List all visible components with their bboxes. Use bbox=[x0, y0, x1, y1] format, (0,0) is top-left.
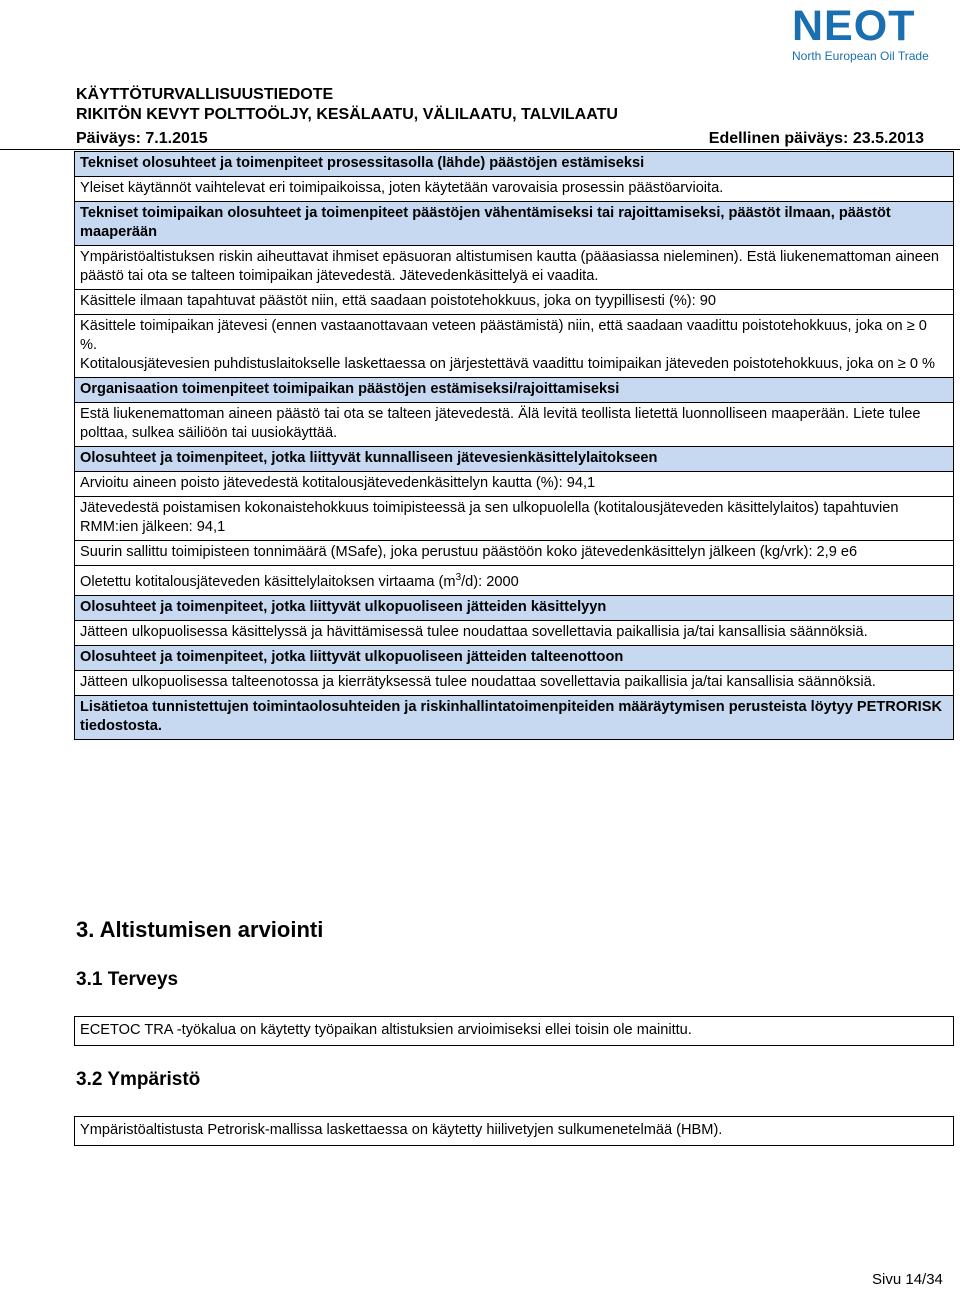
table-header-row: Olosuhteet ja toimenpiteet, jotka liittyvät ulkopuoliseen jätteiden talteenottoon bbox=[75, 645, 953, 670]
table-row: Ympäristöaltistusta Petrorisk-mallissa laskettaessa on käytetty hiilivetyjen sulkumenetelmää (HBM). bbox=[80, 1122, 723, 1138]
issue-date: Päiväys: 7.1.2015 bbox=[76, 130, 208, 147]
logo-subtitle: North European Oil Trade bbox=[792, 49, 929, 63]
flow-text-suffix: /d): 2000 bbox=[461, 573, 519, 590]
table-row: Ympäristöaltistuksen riskin aiheuttavat ihmiset epäsuoran altistumisen kautta (pääasiassa nieleminen). Estä liukenemattoman aineen päästö tai ota se talteen toimipaikan jätevedestä. Jätevedenkäsittelyä ei vaadita. bbox=[75, 245, 953, 289]
header-divider bbox=[0, 149, 960, 150]
table-row: Jätteen ulkopuolisessa käsittelyssä ja hävittämisessä tulee noudattaa sovellettavia paikallisia ja/tai kansallisia säännöksiä. bbox=[75, 620, 953, 645]
environment-table bbox=[74, 1116, 954, 1146]
table-row bbox=[75, 314, 953, 377]
table-row: Jätevedestä poistamisen kokonaistehokkuus toimipisteessä ja sen ulkopuolella (kotitalousjäteveden käsittelylaitos) tapahtuvien RMM:ien jälkeen: 94,1 bbox=[75, 496, 953, 540]
health-table bbox=[74, 1016, 954, 1046]
table-row: Jätteen ulkopuolisessa talteenotossa ja kierrätyksessä tulee noudattaa sovellettavia paikallisia ja/tai kansallisia säännöksiä. bbox=[75, 670, 953, 695]
table-header-row: Olosuhteet ja toimenpiteet, jotka liittyvät kunnalliseen jätevesienkäsittelylaitokseen bbox=[75, 446, 953, 471]
section-3-title: 3. Altistumisen arviointi bbox=[76, 917, 324, 942]
table-row bbox=[75, 565, 953, 595]
previous-date: Edellinen päiväys: 23.5.2013 bbox=[708, 130, 924, 147]
table-header-row: Lisätietoa tunnistettujen toimintaolosuhteiden ja riskinhallintatoimenpiteiden määräytymisen perusteista löytyy PETRORISK tiedostosta. bbox=[75, 695, 953, 739]
table-header-row: Tekniset olosuhteet ja toimenpiteet prosessitasolla (lähde) päästöjen estämiseksi bbox=[75, 152, 953, 176]
table-header-row: Olosuhteet ja toimenpiteet, jotka liittyvät ulkopuoliseen jätteiden käsittelyyn bbox=[75, 595, 953, 620]
document-type: KÄYTTÖTURVALLISUUSTIEDOTE bbox=[76, 86, 334, 103]
table-row: ECETOC TRA -työkalua on käytetty työpaikan altistuksien arvioimiseksi ellei toisin ole mainittu. bbox=[80, 1022, 692, 1038]
table-header-row: Tekniset toimipaikan olosuhteet ja toimenpiteet päästöjen vähentämiseksi tai rajoittamiseksi, päästöt ilmaan, päästöt maaperään bbox=[75, 201, 953, 245]
neot-logo bbox=[792, 2, 942, 66]
superscript-3: 3 bbox=[455, 572, 462, 583]
table-row: Käsittele ilmaan tapahtuvat päästöt niin, että saadaan poistotehokkuus, joka on tyypillisesti (%): 90 bbox=[75, 289, 953, 314]
logo-mark: NEOT bbox=[792, 2, 916, 50]
paragraph: Käsittele toimipaikan jätevesi (ennen vastaanottavaan veteen päästämistä) niin, että saadaan vaadittu poistotehokkuus, joka on ≥ 0 %. bbox=[80, 318, 927, 353]
section-3-2-title: 3.2 Ympäristö bbox=[76, 1069, 201, 1090]
date-row bbox=[76, 128, 952, 150]
page-number: Sivu 14/34 bbox=[872, 1271, 943, 1288]
section-3-1-title: 3.1 Terveys bbox=[76, 969, 179, 990]
paragraph: Kotitalousjätevesien puhdistuslaitokselle laskettaessa on järjestettävä vaadittu toimipaikan jäteveden poistotehokkuus, joka on ≥ 0 % bbox=[80, 356, 935, 372]
table-row: Estä liukenemattoman aineen päästö tai ota se talteen jätevedestä. Älä levitä teollista lietettä luonnolliseen maaperään. Liete tulee polttaa, sulkea säiliöön tai uusiokäyttää. bbox=[75, 402, 953, 446]
table-header-row: Organisaation toimenpiteet toimipaikan päästöjen estämiseksi/rajoittamiseksi bbox=[75, 377, 953, 402]
emission-measures-table bbox=[74, 151, 954, 740]
table-row: Suurin sallittu toimipisteen tonnimäärä (MSafe), joka perustuu päästöön koko jätevedenkäsittelyn jälkeen (kg/vrk): 2,9 e6 bbox=[75, 540, 953, 565]
flow-text-prefix: Oletettu kotitalousjäteveden käsittelylaitoksen virtaama (m bbox=[80, 573, 456, 590]
table-row: Yleiset käytännöt vaihtelevat eri toimipaikoissa, joten käytetään varovaisia prosessin päästöarvioita. bbox=[75, 176, 953, 201]
table-row: Arvioitu aineen poisto jätevedestä kotitalousjätevedenkäsittelyn kautta (%): 94,1 bbox=[75, 471, 953, 496]
product-name: RIKITÖN KEVYT POLTTOÖLJY, KESÄLAATU, VÄLILAATU, TALVILAATU bbox=[76, 106, 618, 123]
